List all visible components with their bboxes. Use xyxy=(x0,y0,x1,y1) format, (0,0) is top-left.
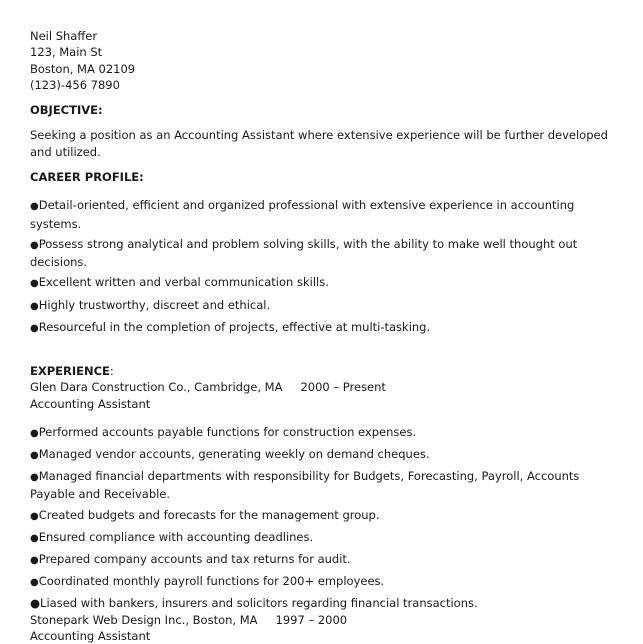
list-item-text: Possess strong analytical and problem solving skills, with the ability to make well thought out decisions. xyxy=(30,236,578,270)
job-title: Accounting Assistant xyxy=(30,629,151,643)
list-item-text: Created budgets and forecasts for the management group. xyxy=(38,507,380,522)
list-item xyxy=(30,274,615,292)
bullet-icon: ● xyxy=(30,427,39,439)
job-employer-line xyxy=(30,379,615,395)
job-dates: 1997 – 2000 xyxy=(275,612,348,627)
job-dates: 2000 – Present xyxy=(300,380,386,395)
list-item xyxy=(30,197,615,232)
bullet-icon: ● xyxy=(30,472,39,484)
bullet-icon: ● xyxy=(30,300,39,312)
list-item xyxy=(30,319,615,337)
list-item-text: Highly trustworthy, discreet and ethical. xyxy=(38,297,271,312)
bullet-icon: ● xyxy=(30,510,39,522)
bullet-icon: ● xyxy=(30,577,39,589)
list-item-text: Excellent written and verbal communication skills. xyxy=(38,275,329,290)
list-item-text: Managed vendor accounts, generating weekly on demand cheques. xyxy=(38,446,430,461)
job-duties-list xyxy=(30,424,615,612)
bullet-icon: ● xyxy=(30,322,39,334)
job-employer-line xyxy=(30,612,615,628)
career-profile-list xyxy=(30,197,615,337)
bullet-icon: ● xyxy=(30,596,41,611)
job-employer: Glen Dara Construction Co., Cambridge, MA xyxy=(30,380,283,395)
list-item-text: Coordinated monthly payroll functions for 200+ employees. xyxy=(38,574,385,589)
list-item-text: Detail-oriented, efficient and organized professional with extensive experience in accounting systems. xyxy=(30,198,575,231)
bullet-icon: ● xyxy=(30,239,39,251)
experience-heading-line xyxy=(30,363,615,379)
list-item xyxy=(30,236,615,271)
list-item xyxy=(30,446,615,464)
list-item xyxy=(30,529,615,547)
contact-phone: (123)-456 7890 xyxy=(30,77,120,92)
list-item-text: Resourceful in the completion of projects, effective at multi-tasking. xyxy=(38,319,431,334)
job-employer: Stonepark Web Design Inc., Boston, MA xyxy=(30,612,258,627)
list-item-text: Performed accounts payable functions for construction expenses. xyxy=(38,424,417,439)
bullet-icon: ● xyxy=(30,555,39,567)
career-profile-heading: CAREER PROFILE: xyxy=(30,170,144,185)
bullet-icon: ● xyxy=(30,532,39,544)
objective-text: Seeking a position as an Accounting Assistant where extensive experience will be further developed and utilized. xyxy=(30,128,608,159)
experience-heading: EXPERIENCE xyxy=(30,363,110,378)
resume-document xyxy=(30,28,615,644)
bullet-icon: ● xyxy=(30,449,39,461)
list-item-text: Managed financial departments with responsibility for Budgets, Forecasting, Payroll, Accounts Payable and Receivable. xyxy=(30,469,580,502)
list-item-text: Ensured compliance with accounting deadlines. xyxy=(38,529,314,544)
experience-heading-colon: : xyxy=(109,363,114,378)
list-item xyxy=(30,551,615,569)
list-item xyxy=(30,297,615,315)
contact-city: Boston, MA 02109 xyxy=(30,61,136,76)
list-item xyxy=(30,573,615,591)
list-item xyxy=(30,424,615,442)
list-item xyxy=(30,507,615,525)
list-item-text: Liased with bankers, insurers and solicitors regarding financial transactions. xyxy=(40,596,478,611)
objective-heading: OBJECTIVE: xyxy=(30,103,103,118)
job-title: Accounting Assistant xyxy=(30,396,151,411)
list-item-text: Prepared company accounts and tax returns for audit. xyxy=(38,552,351,567)
list-item xyxy=(30,468,615,503)
contact-name: Neil Shaffer xyxy=(30,29,98,43)
contact-block xyxy=(30,28,615,93)
bullet-icon: ● xyxy=(30,201,39,213)
contact-street: 123, Main St xyxy=(30,45,103,60)
list-item xyxy=(30,595,615,611)
bullet-icon: ● xyxy=(30,278,39,290)
